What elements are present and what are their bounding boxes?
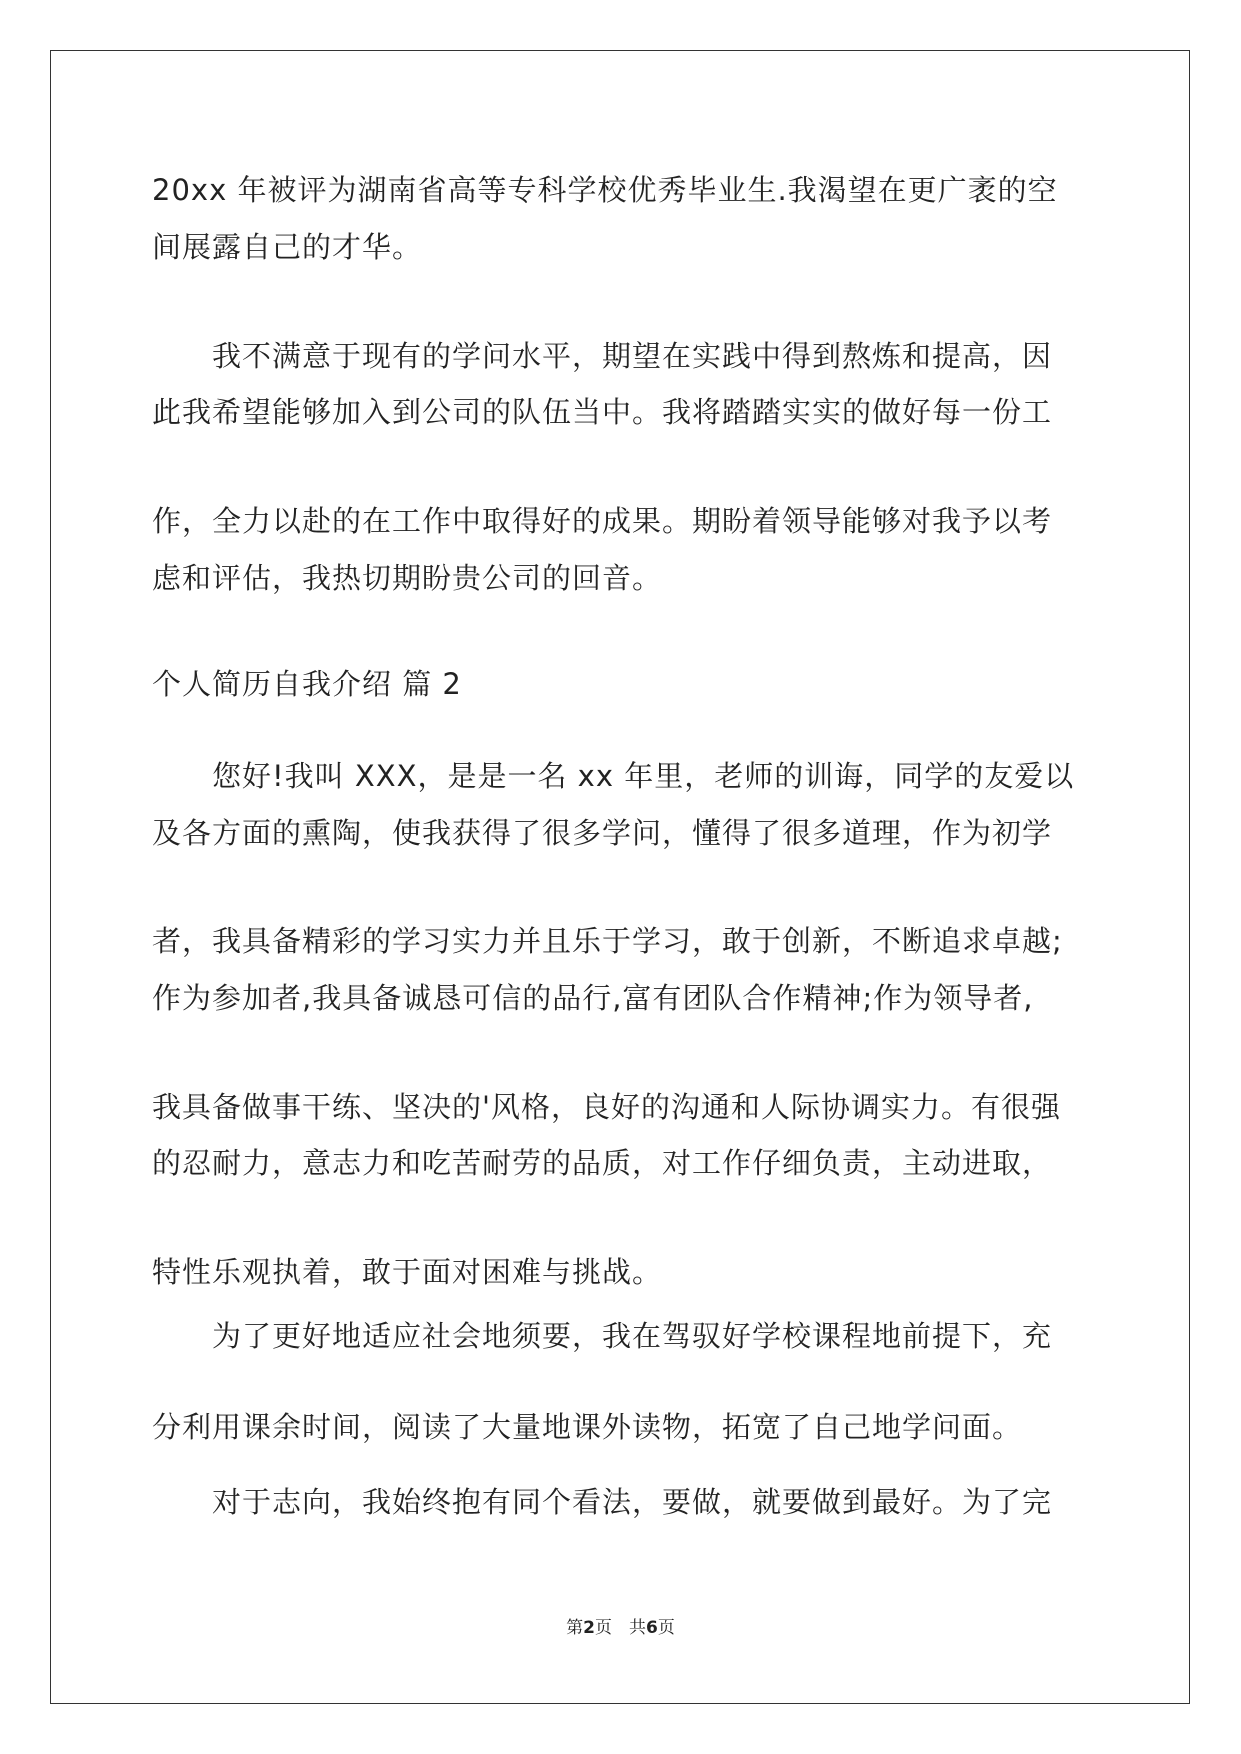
- text-line: 间展露自己的才华。: [152, 230, 423, 264]
- section-heading: 个人简历自我介绍 篇 2: [152, 667, 462, 701]
- footer-middle: 页 共: [595, 1618, 646, 1638]
- footer-prefix: 第: [566, 1618, 584, 1638]
- text-line: 者，我具备精彩的学习实力并且乐于学习，敢于创新，不断追求卓越;: [152, 924, 1063, 958]
- text-line: 我不满意于现有的学问水平，期望在实践中得到熬炼和提高，因: [212, 339, 1053, 373]
- text-line: 分利用课余时间，阅读了大量地课外读物，拓宽了自己地学问面。: [152, 1410, 1023, 1444]
- text-line: 特性乐观执着，敢于面对困难与挑战。: [152, 1255, 663, 1289]
- footer-suffix: 页: [657, 1618, 675, 1638]
- text-line: 我具备做事干练、坚决的'风格，良好的沟通和人际协调实力。有很强: [152, 1090, 1061, 1124]
- text-line: 20xx 年被评为湖南省高等专科学校优秀毕业生.我渴望在更广袤的空: [152, 173, 1058, 207]
- text-line: 虑和评估，我热切期盼贵公司的回音。: [152, 561, 663, 595]
- text-line: 及各方面的熏陶，使我获得了很多学问，懂得了很多道理，作为初学: [152, 816, 1053, 850]
- text-line: 作为参加者,我具备诚恳可信的品行,富有团队合作精神;作为领导者,: [152, 981, 1034, 1015]
- text-line: 此我希望能够加入到公司的队伍当中。我将踏踏实实的做好每一份工: [152, 395, 1053, 429]
- page-border: [50, 50, 1190, 1704]
- text-line: 您好!我叫 XXX，是是一名 xx 年里，老师的训诲，同学的友爱以: [212, 759, 1075, 793]
- page-footer: [0, 1613, 1241, 1638]
- text-line: 对于志向，我始终抱有同个看法，要做，就要做到最好。为了完: [212, 1485, 1053, 1519]
- text-line: 为了更好地适应社会地须要，我在驾驭好学校课程地前提下，充: [212, 1319, 1053, 1353]
- total-pages-number: 6: [646, 1618, 658, 1638]
- text-line: 作，全力以赴的在工作中取得好的成果。期盼着领导能够对我予以考: [152, 504, 1053, 538]
- current-page-number: 2: [583, 1618, 595, 1638]
- text-line: 的忍耐力，意志力和吃苦耐劳的品质，对工作仔细负责，主动进取，: [152, 1146, 1053, 1180]
